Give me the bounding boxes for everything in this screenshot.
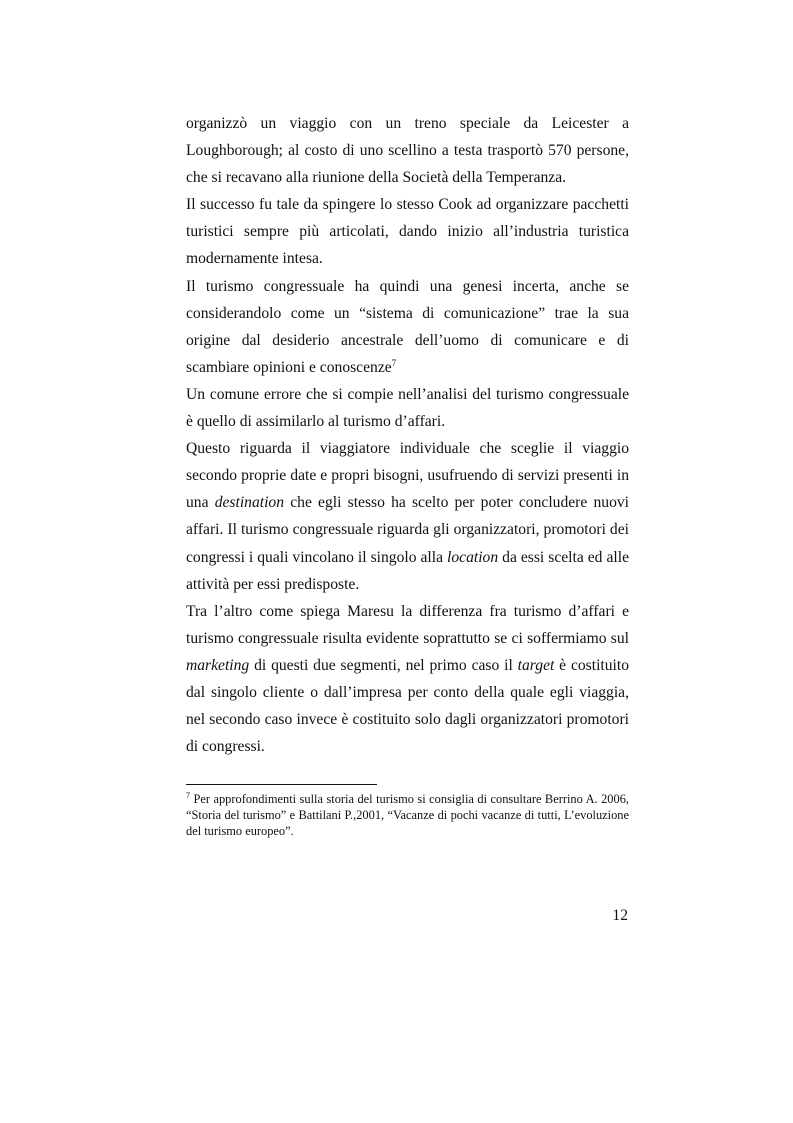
paragraph-business-traveler-part1: Questo riguarda il viaggiatore individuale che sceglie il viaggio secondo proprie date e propri bisogni, usufruendo di servizi presenti in una <box>186 440 629 512</box>
footnote-text: Per approfondimenti sulla storia del turismo si consiglia di consultare Berrino A. 2006, “Storia del turismo” e Battilani P.,2001, “Vacanze di pochi vacanze di tutti, L’evoluzione del turismo europeo”. <box>186 792 629 839</box>
paragraph-congress-genesis-text: Il turismo congressuale ha quindi una genesi incerta, anche se considerandolo come un “sistema di comunicazione” trae la sua origine dal desiderio ancestrale dell’uomo di comunicare e di scambiare opinioni e conoscenze <box>186 277 629 376</box>
main-text <box>186 110 629 760</box>
paragraph-business-traveler <box>186 435 629 598</box>
paragraph-maresu-part2: di questi due segmenti, nel primo caso il <box>249 656 518 674</box>
paragraph-maresu-part3: è costituito dal singolo cliente o dall’impresa per conto della quale egli viaggia, nel secondo caso invece è costituito solo dagli organizzatori promotori di congressi. <box>186 656 629 756</box>
paragraph-maresu <box>186 598 629 761</box>
term-location: location <box>447 548 499 566</box>
paragraph-cook-success: Il successo fu tale da spingere lo stesso Cook ad organizzare pacchetti turistici sempre più articolati, dando inizio all’industria turistica modernamente intesa. <box>186 196 629 268</box>
term-marketing: marketing <box>186 656 250 674</box>
term-destination: destination <box>214 494 285 512</box>
footnote-reference: 7 <box>391 357 397 368</box>
page-number: 12 <box>612 907 628 924</box>
paragraph-business-traveler-part3: da essi scelta ed alle attività per essi predisposte. <box>186 548 629 593</box>
term-target: target <box>517 656 555 674</box>
footnote-marker: 7 <box>186 790 190 800</box>
paragraph-common-error: Un comune errore che si compie nell’analisi del turismo congressuale è quello di assimilarlo al turismo d’affari. <box>186 385 629 431</box>
paragraph-congress-genesis <box>186 273 629 381</box>
footnote <box>186 791 629 840</box>
paragraph-maresu-part1: Tra l’altro come spiega Maresu la differenza fra turismo d’affari e turismo congressuale risulta evidente soprattutto se ci soffermiamo sul <box>186 602 629 647</box>
paragraph-cook-train: organizzò un viaggio con un treno speciale da Leicester a Loughborough; al costo di uno scellino a testa trasportò 570 persone, che si recavano alla riunione della Società della Temperanza. <box>186 115 629 187</box>
footnote-separator <box>186 784 377 785</box>
paragraph-business-traveler-part2: che egli stesso ha scelto per poter concludere nuovi affari. Il turismo congressuale riguarda gli organizzatori, promotori dei congressi i quali vincolano il singolo alla <box>186 494 629 566</box>
